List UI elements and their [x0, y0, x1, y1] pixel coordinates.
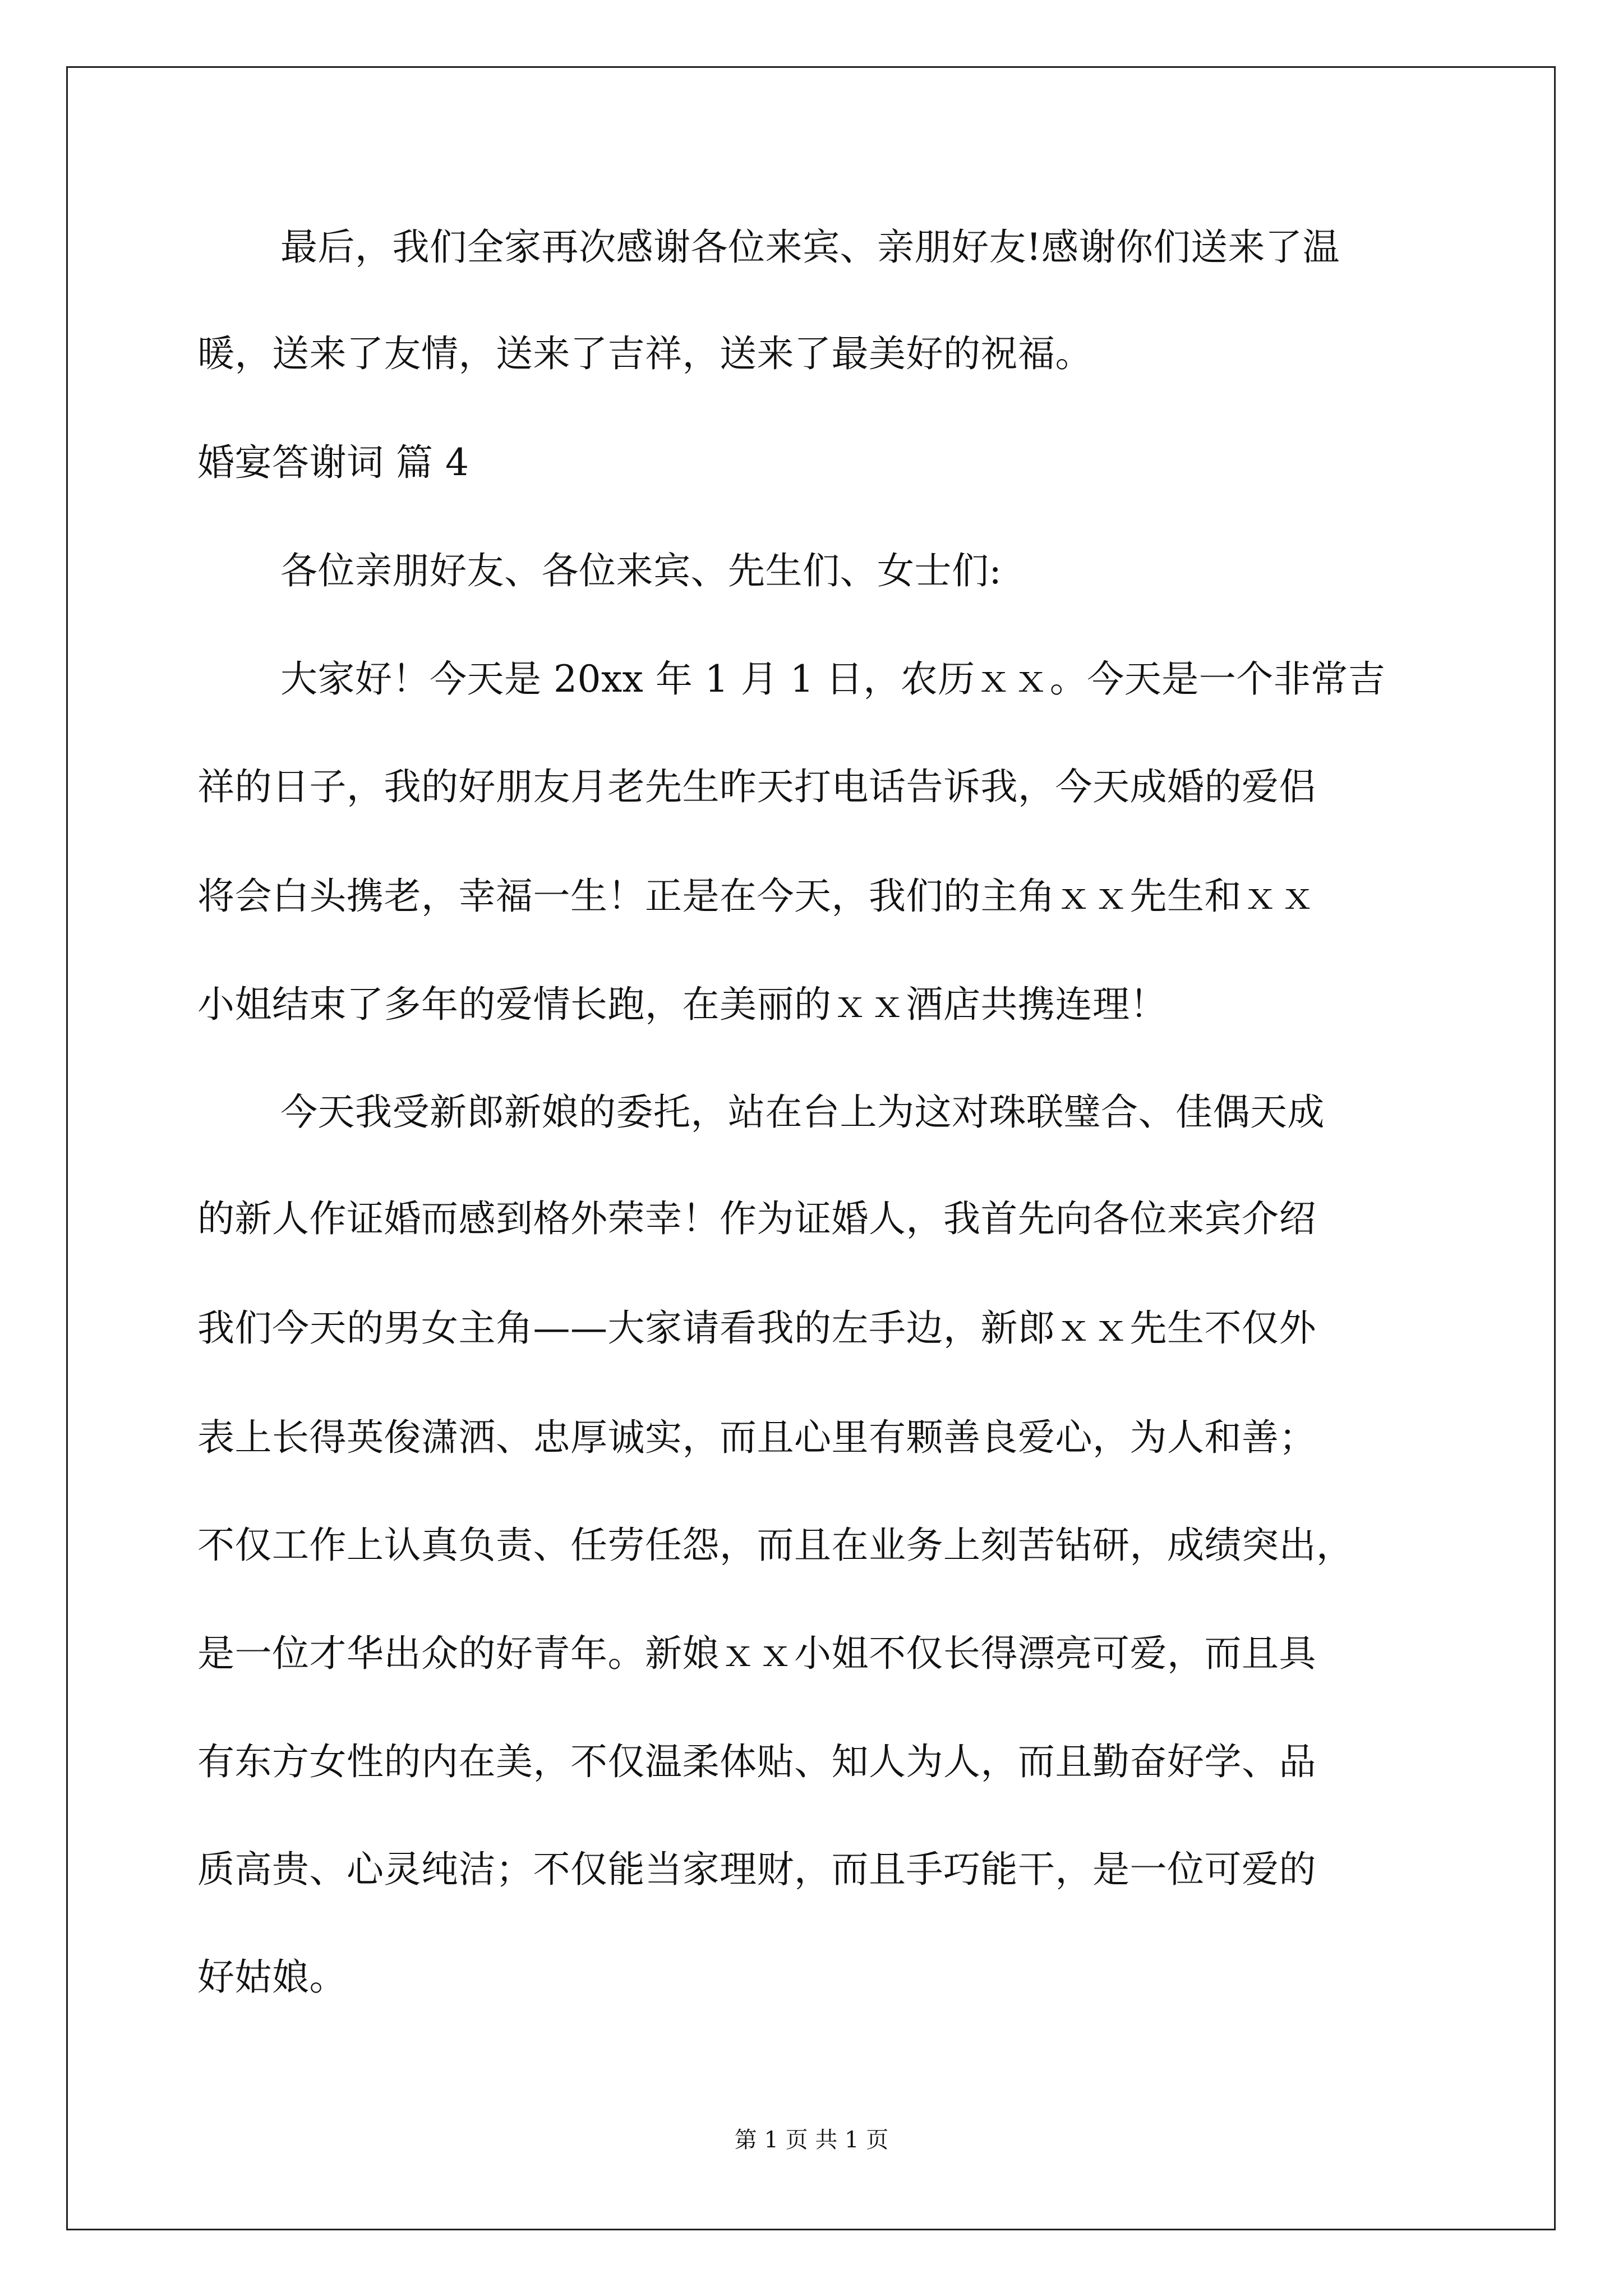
paragraph-line: 将会白头携老，幸福一生！正是在今天，我们的主角ｘｘ先生和ｘｘ [197, 875, 1316, 918]
paragraph-line: 今天我受新郎新娘的委托，站在台上为这对珠联璧合、佳偶天成 [280, 1091, 1325, 1134]
paragraph-line: 各位亲朋好友、各位来宾、先生们、女士们: [280, 549, 1002, 592]
page-border [66, 66, 1556, 2230]
paragraph-line: 表上长得英俊潇洒、忠厚诚实，而且心里有颗善良爱心，为人和善； [197, 1416, 1316, 1459]
paragraph-line: 好姑娘。 [197, 1955, 347, 1999]
page-number-footer: 第 1 页 共 1 页 [734, 2127, 889, 2153]
paragraph-line: 暖，送来了友情，送来了吉祥，送来了最美好的祝福。 [197, 332, 1092, 375]
paragraph-line: 是一位才华出众的好青年。新娘ｘｘ小姐不仅长得漂亮可爱，而且具 [197, 1632, 1316, 1675]
paragraph-line: 小姐结束了多年的爱情长跑，在美丽的ｘｘ酒店共携连理！ [197, 983, 1167, 1026]
paragraph-line: 质高贵、心灵纯洁；不仅能当家理财，而且手巧能干，是一位可爱的 [197, 1848, 1316, 1891]
section-heading: 婚宴答谢词 篇 4 [197, 441, 469, 484]
paragraph-line: 最后，我们全家再次感谢各位来宾、亲朋好友!感谢你们送来了温 [280, 226, 1340, 269]
paragraph-line: 的新人作证婚而感到格外荣幸！作为证婚人，我首先向各位来宾介绍 [197, 1197, 1316, 1240]
paragraph-line: 祥的日子，我的好朋友月老先生昨天打电话告诉我，今天成婚的爱侣 [197, 765, 1316, 808]
paragraph-line: 我们今天的男女主角——大家请看我的左手边，新郎ｘｘ先生不仅外 [197, 1306, 1316, 1350]
paragraph-line: 有东方女性的内在美，不仅温柔体贴、知人为人，而且勤奋好学、品 [197, 1740, 1316, 1783]
paragraph-line: 不仅工作上认真负责、任劳任怨，而且在业务上刻苦钻研，成绩突出， [197, 1524, 1354, 1567]
paragraph-line: 大家好！今天是 20xx 年 1 月 1 日，农历ｘｘ。今天是一个非常吉 [280, 657, 1386, 701]
